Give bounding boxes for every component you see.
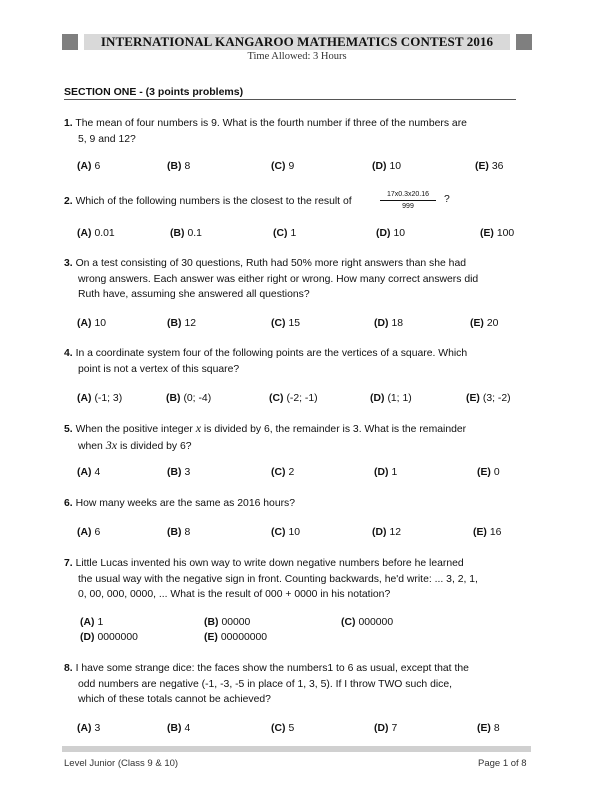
option-e[interactable]: (E) (3; -2) xyxy=(466,393,511,404)
fraction-numerator: 17x0.3x20.16 xyxy=(380,190,436,201)
option-e[interactable]: (E) 36 xyxy=(475,161,504,172)
option-c[interactable]: (C) 2 xyxy=(271,467,295,478)
question-1 xyxy=(64,116,520,147)
footer-page-number: Page 1 of 8 xyxy=(478,758,527,769)
answer-options xyxy=(0,527,594,541)
question-text: When the positive integer xyxy=(75,424,193,435)
question-8 xyxy=(64,661,520,708)
option-d[interactable]: (D) 18 xyxy=(374,318,403,329)
question-text: 5, 9 and 12? xyxy=(78,133,136,145)
option-a[interactable]: (A) 4 xyxy=(77,467,101,478)
option-d[interactable]: (D) 7 xyxy=(374,723,398,734)
fraction-denominator: 999 xyxy=(402,203,414,210)
question-5 xyxy=(64,421,520,454)
contest-title: INTERNATIONAL KANGAROO MATHEMATICS CONTEST 2016 xyxy=(84,34,510,50)
option-c[interactable]: (C) 5 xyxy=(271,723,295,734)
answer-options xyxy=(0,723,594,737)
question-number: 8. xyxy=(64,663,73,674)
option-d[interactable]: (D) 10 xyxy=(372,161,401,172)
question-text: Little Lucas invented his own way to write down negative numbers before he learned xyxy=(75,558,464,569)
option-b[interactable]: (B) (0; -4) xyxy=(166,393,212,404)
banner-left-block xyxy=(62,34,78,50)
question-mark: ? xyxy=(444,194,450,205)
question-number: 1. xyxy=(64,118,73,129)
question-number: 3. xyxy=(64,258,73,269)
option-c[interactable]: (C) 15 xyxy=(271,318,300,329)
time-allowed: Time Allowed: 3 Hours xyxy=(247,51,347,62)
option-a[interactable]: (A) 6 xyxy=(77,161,101,172)
question-text: The mean of four numbers is 9. What is the fourth number if three of the numbers are xyxy=(75,118,467,129)
option-d[interactable]: (D) 10 xyxy=(376,228,405,239)
option-a[interactable]: (A) 1 xyxy=(80,617,104,628)
option-b[interactable]: (B) 4 xyxy=(167,723,191,734)
footer-level: Level Junior (Class 9 & 10) xyxy=(64,758,179,769)
section-divider xyxy=(64,99,516,100)
footer-divider xyxy=(62,746,531,752)
question-text: I have some strange dice: the faces show the numbers1 to 6 as usual, except that the xyxy=(75,663,469,674)
answer-options xyxy=(0,617,594,631)
question-number: 7. xyxy=(64,558,73,569)
question-number: 4. xyxy=(64,348,73,359)
question-7 xyxy=(64,556,520,603)
option-b[interactable]: (B) 3 xyxy=(167,467,191,478)
question-number: 6. xyxy=(64,498,73,509)
answer-options xyxy=(0,632,594,646)
option-e[interactable]: (E) 00000000 xyxy=(204,632,268,643)
option-e[interactable]: (E) 0 xyxy=(477,467,500,478)
banner-right-block xyxy=(516,34,532,50)
option-a[interactable]: (A) 0.01 xyxy=(77,228,115,239)
option-a[interactable]: (A) 10 xyxy=(77,318,106,329)
answer-options xyxy=(0,318,594,332)
option-c[interactable]: (C) 000000 xyxy=(341,617,394,628)
option-b[interactable]: (B) 00000 xyxy=(204,617,251,628)
variable-3x: 3x xyxy=(105,437,118,452)
question-4 xyxy=(64,346,520,377)
option-d[interactable]: (D) (1; 1) xyxy=(370,393,412,404)
question-text: On a test consisting of 30 questions, Ruth had 50% more right answers than she had xyxy=(75,258,467,269)
question-number: 5. xyxy=(64,424,73,435)
header-banner xyxy=(62,34,532,50)
answer-options xyxy=(0,467,594,481)
question-text: How many weeks are the same as 2016 hours? xyxy=(75,498,296,509)
question-text: the usual way with the negative sign in front. Counting backwards, he'd write: ... 3, 2, 1, xyxy=(78,573,478,585)
section-title: SECTION ONE - (3 points problems) xyxy=(64,86,244,98)
fraction-expression xyxy=(380,190,436,211)
option-b[interactable]: (B) 8 xyxy=(167,161,191,172)
option-a[interactable]: (A) 3 xyxy=(77,723,101,734)
option-a[interactable]: (A) (-1; 3) xyxy=(77,393,123,404)
option-e[interactable]: (E) 16 xyxy=(473,527,502,538)
option-d[interactable]: (D) 0000000 xyxy=(80,632,138,643)
question-text: 0, 00, 000, 0000, ... What is the result of 000 + 0000 in his notation? xyxy=(78,589,391,600)
question-text: Which of the following numbers is the closest to the result of xyxy=(75,196,352,207)
option-a[interactable]: (A) 6 xyxy=(77,527,101,538)
question-text: which of these totals cannot be achieved? xyxy=(78,694,271,705)
option-d[interactable]: (D) 1 xyxy=(374,467,398,478)
question-text: is divided by 6, the remainder is 3. What is the remainder xyxy=(203,424,467,435)
option-e[interactable]: (E) 100 xyxy=(480,228,515,239)
option-c[interactable]: (C) 10 xyxy=(271,527,300,538)
question-text: point is not a vertex of this square? xyxy=(78,363,240,375)
option-c[interactable]: (C) 1 xyxy=(273,228,297,239)
answer-options xyxy=(0,393,594,407)
option-d[interactable]: (D) 12 xyxy=(372,527,401,538)
question-text: is divided by 6? xyxy=(119,440,192,452)
option-c[interactable]: (C) (-2; -1) xyxy=(269,393,318,404)
option-e[interactable]: (E) 8 xyxy=(477,723,500,734)
question-2 xyxy=(64,194,520,210)
variable-x: x xyxy=(195,421,202,435)
option-c[interactable]: (C) 9 xyxy=(271,161,295,172)
question-text: when xyxy=(78,440,103,452)
option-b[interactable]: (B) 0.1 xyxy=(170,228,202,239)
answer-options xyxy=(0,228,594,242)
option-b[interactable]: (B) 12 xyxy=(167,318,196,329)
question-6 xyxy=(64,496,520,512)
question-3 xyxy=(64,256,520,303)
question-text: In a coordinate system four of the following points are the vertices of a square. Which xyxy=(75,348,468,359)
option-b[interactable]: (B) 8 xyxy=(167,527,191,538)
question-text: Ruth have, assuming she answered all questions? xyxy=(78,289,310,300)
question-text: wrong answers. Each answer was either right or wrong. How many correct answers did xyxy=(78,273,479,285)
option-e[interactable]: (E) 20 xyxy=(470,318,499,329)
answer-options xyxy=(0,161,594,175)
question-text: odd numbers are negative (-1, -3, -5 in place of 1, 3, 5). If I throw TWO such dice, xyxy=(78,678,453,690)
question-number: 2. xyxy=(64,196,73,207)
